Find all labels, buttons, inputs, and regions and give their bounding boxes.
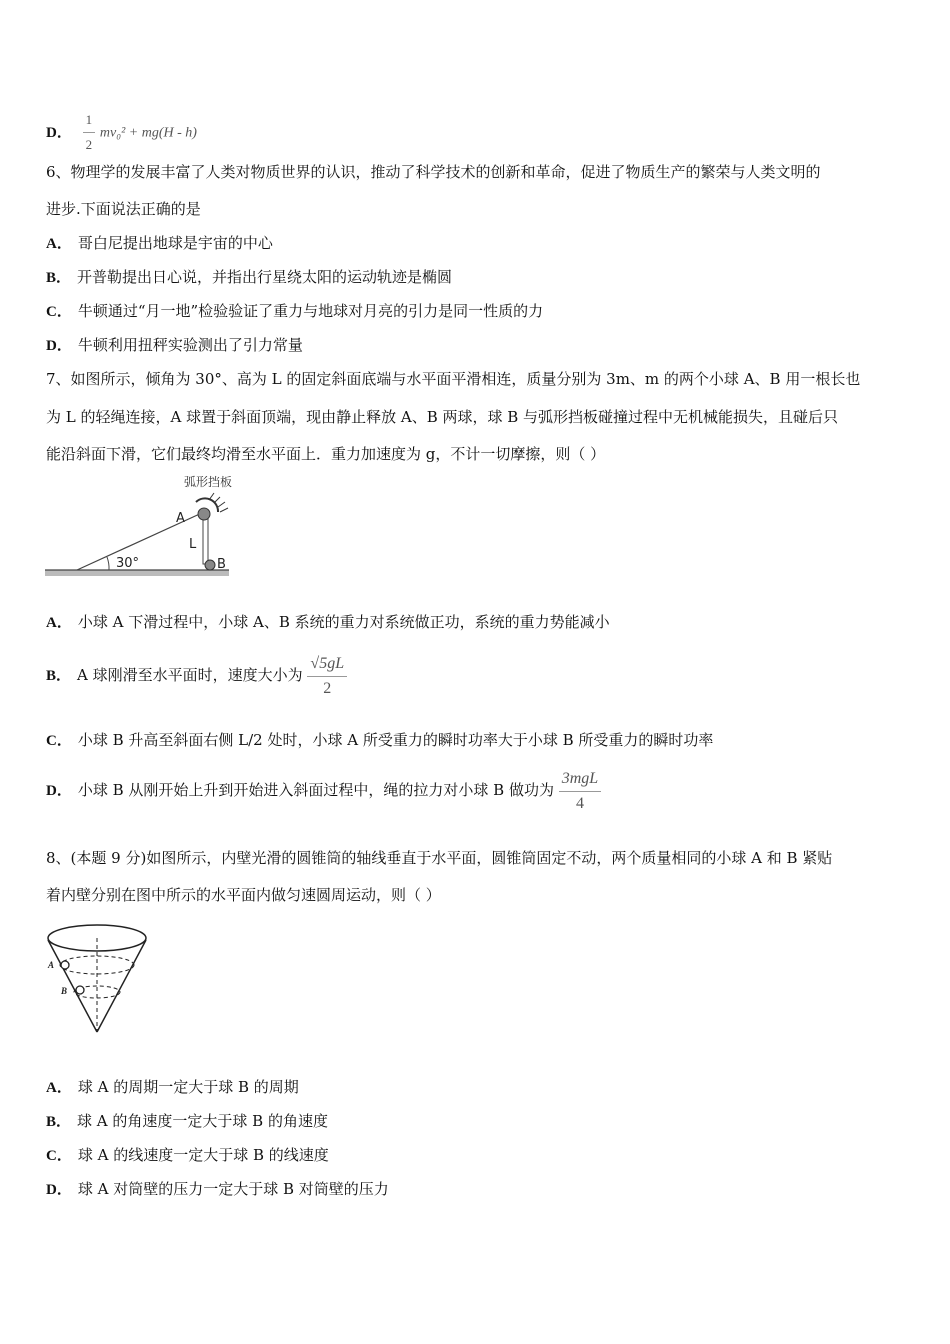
fraction-denominator: 2 [85, 137, 93, 152]
option-text: 牛顿利用扭秤实验测出了引力常量 [77, 336, 303, 354]
q7-option-b [46, 650, 347, 700]
option-label: C． [46, 1148, 72, 1164]
q8-option-b [46, 1111, 328, 1132]
fraction-numerator: 3mgL [559, 769, 601, 792]
q6-option-d [46, 335, 303, 356]
option-text: 小球 B 从刚开始上升到开始进入斜面过程中，绳的拉力对小球 B 做功为 [77, 781, 554, 799]
cone-figure [44, 918, 164, 1038]
option-label: C． [46, 304, 72, 320]
option-label: D． [46, 124, 72, 141]
q8-option-a [46, 1077, 299, 1098]
incline-surface [77, 512, 204, 570]
ball-a [198, 508, 210, 520]
option-label: D． [46, 783, 72, 799]
option-label: A． [46, 236, 72, 252]
q6-option-c [46, 301, 543, 322]
q8-stem-line: 8、(本题 9 分)如图所示，内壁光滑的圆锥筒的轴线垂直于水平面，圆锥筒固定不动，两个质量相同的小球 A 和 B 紧贴 [46, 849, 833, 867]
fraction [559, 769, 601, 814]
q7-option-a [46, 612, 610, 633]
q7-option-c [46, 730, 713, 751]
fraction [307, 654, 347, 699]
q6-stem-line: 进步.下面说法正确的是 [46, 200, 201, 218]
option-text: 球 A 的角速度一定大于球 B 的角速度 [77, 1112, 328, 1130]
formula: mv₀² + mg(H - h) [99, 125, 197, 141]
option-text: 开普勒提出日心说，并指出行星绕太阳的运动轨迹是椭圆 [77, 268, 453, 286]
ball-b [205, 560, 215, 570]
option-text: 球 A 对筒壁的压力一定大于球 B 对筒壁的压力 [77, 1180, 389, 1198]
ball-b-label: B [61, 986, 68, 996]
fraction-denominator: 4 [575, 794, 584, 812]
ball-a [61, 961, 69, 969]
q7-stem-line: 7、如图所示，倾角为 30°、高为 L 的固定斜面底端与水平面平滑相连，质量分别为 3m、m 的两个小球 A、B 用一根长也 [46, 370, 861, 388]
option-label: C． [46, 733, 72, 749]
option-label: A． [46, 615, 72, 631]
q8-option-d [46, 1179, 389, 1200]
q8-option-c [46, 1145, 329, 1166]
option-label: B． [46, 1114, 72, 1130]
ball-b [76, 986, 84, 994]
q7-stem-line: 能沿斜面下滑，它们最终均滑至水平面上．重力加速度为 g，不计一切摩擦，则（ ） [46, 445, 606, 463]
q6-stem-line: 6、物理学的发展丰富了人类对物质世界的认识，推动了科学技术的创新和革命，促进了物质生产的繁荣与人类文明的 [46, 163, 821, 181]
angle-label: 30° [116, 556, 140, 571]
rope-label: L [189, 537, 197, 552]
ball-a-label: A [176, 511, 185, 526]
q6-option-b [46, 267, 452, 288]
option-text: 球 A 的周期一定大于球 B 的周期 [77, 1078, 299, 1096]
angle-arc [107, 557, 109, 570]
option-label: B． [46, 668, 72, 684]
option-text: 小球 A 下滑过程中，小球 A、B 系统的重力对系统做正功，系统的重力势能减小 [77, 613, 610, 631]
option-text: 牛顿通过“月一地”检验验证了重力与地球对月亮的引力是同一性质的力 [77, 302, 544, 320]
baffle-label: 弧形挡板 [184, 475, 233, 489]
q8-stem-line: 着内壁分别在图中所示的水平面内做匀速圆周运动，则（ ） [46, 886, 441, 904]
fraction-numerator: 1 [83, 110, 96, 133]
q6-option-a [46, 233, 273, 254]
q7-option-d [46, 765, 601, 815]
option-text: 哥白尼提出地球是宇宙的中心 [77, 234, 273, 252]
option-label: A． [46, 1080, 72, 1096]
incline-figure [44, 472, 244, 582]
fraction-numerator: √5gL [307, 654, 347, 677]
rope [203, 516, 208, 564]
q5-option-d [46, 110, 197, 155]
option-label: B． [46, 270, 72, 286]
option-label: D． [46, 1182, 72, 1198]
ball-b-label: B [217, 557, 226, 572]
q7-stem-line: 为 L 的轻绳连接，A 球置于斜面顶端，现由静止释放 A、B 两球，球 B 与弧形挡板碰撞过程中无机械能损失，且碰后只 [46, 408, 839, 426]
ball-a-label: A [48, 960, 55, 970]
fraction [83, 110, 96, 155]
orbit-a [60, 956, 134, 974]
fraction-denominator: 2 [323, 679, 332, 697]
option-text: A 球刚滑至水平面时，速度大小为 [77, 666, 303, 684]
option-text: 球 A 的线速度一定大于球 B 的线速度 [77, 1146, 329, 1164]
option-label: D． [46, 338, 72, 354]
option-text: 小球 B 升高至斜面右侧 L/2 处时，小球 A 所受重力的瞬时功率大于小球 B 所受重力的瞬时功率 [77, 731, 714, 749]
